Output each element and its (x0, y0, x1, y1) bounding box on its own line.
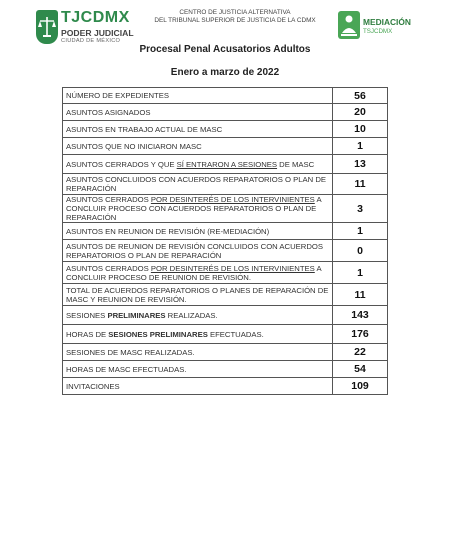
table-row (63, 121, 388, 138)
statistics-table-body (63, 88, 388, 395)
row-label-part: TOTAL DE ACUERDOS REPARATORIOS O PLANES DE REPARACIÓN DE MASC Y REUNION DE REVISIÓN. (66, 285, 329, 304)
row-label-part: ASUNTOS EN REUNION DE REVISIÓN (RE-MEDIACIÓN) (66, 226, 270, 236)
row-label-part: NÚMERO DE EXPEDIENTES (66, 91, 169, 100)
table-row (63, 344, 388, 361)
row-label-part: ASUNTOS CERRADOS (66, 195, 151, 204)
row-label (63, 361, 333, 378)
logo-line1: PODER JUDICIAL (61, 28, 134, 38)
table-row (63, 104, 388, 121)
row-label-part: PRELIMINARES (107, 310, 166, 320)
row-label (63, 378, 333, 395)
row-label-part: REALIZADAS. (165, 310, 218, 320)
row-label (63, 262, 333, 284)
row-value: 56 (333, 88, 388, 104)
row-label-part: A CONCLUIR PROCESO CON ACUERDOS REPARATORIOS O PLAN DE REPARACIÓN (66, 195, 322, 222)
logo-line2: CIUDAD DE MÉXICO (61, 38, 121, 44)
row-value: 176 (333, 325, 388, 344)
row-value: 20 (333, 104, 388, 121)
row-value: 13 (333, 155, 388, 174)
row-value: 1 (333, 262, 388, 284)
row-label (63, 223, 333, 240)
row-label-part: ASUNTOS DE REUNION DE REVISIÓN CONCLUIDOS CON ACUERDOS REPARATORIOS O PLAN DE REPARACIÓN (66, 241, 324, 260)
row-value: 10 (333, 121, 388, 138)
row-value: 11 (333, 284, 388, 306)
logo-wordmark: TJCDMX (61, 9, 130, 26)
row-label-part: SESIONES DE MASC REALIZADAS. (66, 347, 195, 357)
table-row (63, 195, 388, 223)
table-row (63, 361, 388, 378)
row-label (63, 344, 333, 361)
row-label (63, 174, 333, 195)
header-center-text (140, 9, 330, 25)
table-row (63, 240, 388, 262)
row-label-part: ASUNTOS CERRADOS Y QUE (66, 159, 177, 169)
table-row (63, 378, 388, 395)
row-label-part: HORAS DE MASC EFECTUADAS. (66, 364, 187, 374)
row-label (63, 104, 333, 121)
row-label (63, 240, 333, 262)
row-label-part: ASUNTOS CONCLUIDOS CON ACUERDOS REPARATORIOS O PLAN DE REPARACIÓN (66, 175, 326, 193)
row-label (63, 88, 333, 104)
row-label (63, 121, 333, 138)
row-value: 3 (333, 195, 388, 223)
row-label-part: SESIONES PRELIMINARES (108, 329, 208, 339)
row-value: 143 (333, 306, 388, 325)
row-label-part: POR DESINTERÉS DE LOS INTERVINIENTES (150, 263, 315, 273)
row-label-part: HORAS DE (66, 329, 109, 339)
row-label-part: INVITACIONES (66, 381, 120, 391)
row-label (63, 284, 333, 306)
table-row (63, 325, 388, 344)
table-row (63, 284, 388, 306)
row-label-part: SESIONES (66, 310, 108, 320)
row-value: 1 (333, 223, 388, 240)
row-value: 1 (333, 138, 388, 155)
table-row (63, 174, 388, 195)
row-label-part: POR DESINTERÉS DE LOS INTERVINIENTES (150, 195, 315, 204)
row-value: 22 (333, 344, 388, 361)
table-row (63, 306, 388, 325)
table-row (63, 88, 388, 104)
table-row (63, 223, 388, 240)
row-label-part: ASUNTOS EN TRABAJO ACTUAL DE MASC (66, 124, 223, 134)
row-label (63, 155, 333, 174)
table-row (63, 155, 388, 174)
mediacion-wordmark: MEDIACIÓN (363, 17, 411, 27)
row-value: 54 (333, 361, 388, 378)
header-line1: CENTRO DE JUSTICIA ALTERNATIVA (179, 9, 291, 16)
mediacion-logo (338, 11, 428, 45)
table-row (63, 138, 388, 155)
mediation-emblem-icon (338, 11, 360, 39)
tjcdmx-logo (36, 10, 132, 46)
row-label-part: ASUNTOS ASIGNADOS (66, 107, 151, 117)
row-value: 0 (333, 240, 388, 262)
row-label-part: DE MASC (277, 159, 315, 169)
statistics-table (62, 87, 388, 395)
row-label-part: SÍ ENTRARON A SESIONES (176, 159, 278, 169)
row-label (63, 138, 333, 155)
row-label-part: ASUNTOS QUE NO INICIARON MASC (66, 141, 202, 151)
row-label (63, 306, 333, 325)
row-label-part: EFECTUADAS. (207, 329, 264, 339)
table-row (63, 262, 388, 284)
document-title: Procesal Penal Acusatorios Adultos (139, 44, 311, 55)
header-line2: DEL TRIBUNAL SUPERIOR DE JUSTICIA DE LA CDMX (154, 17, 316, 24)
mediacion-sub: TSJCDMX (363, 28, 393, 35)
scales-of-justice-icon (36, 10, 58, 44)
row-label (63, 195, 333, 223)
row-label-part: A CONCLUIR PROCESO DE REUNION DE REVISIÓN. (66, 263, 322, 282)
row-value: 11 (333, 174, 388, 195)
row-value: 109 (333, 378, 388, 395)
document-period: Enero a marzo de 2022 (170, 67, 280, 78)
row-label-part: ASUNTOS CERRADOS (66, 263, 151, 273)
row-label (63, 325, 333, 344)
